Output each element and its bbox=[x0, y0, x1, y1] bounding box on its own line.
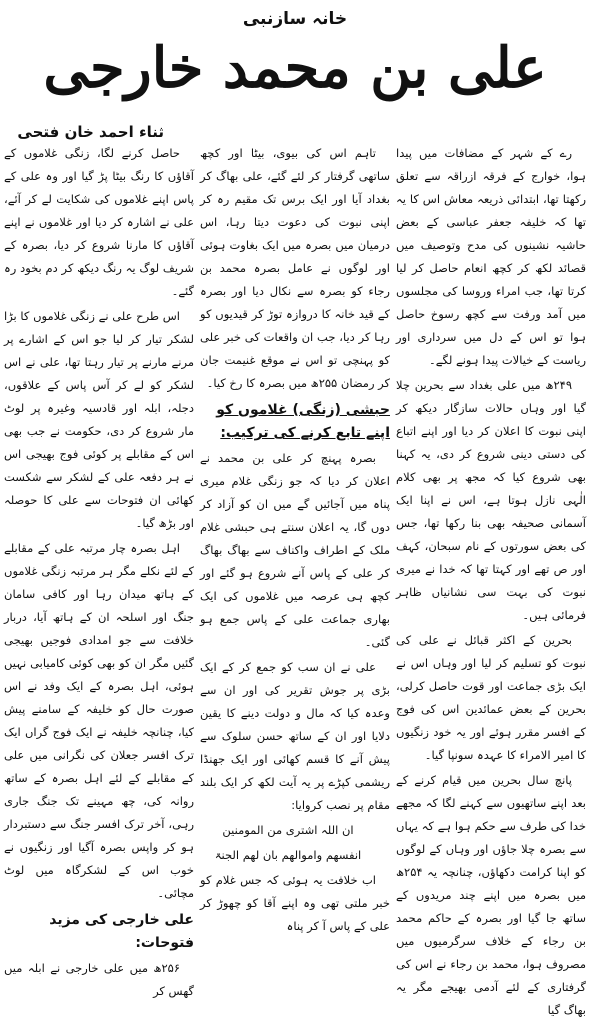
paragraph: رے کے شہر کے مضافات میں پیدا ہوا، خوارج کے فرقہ ازراقہ سے تعلق رکھتا تھا، ابتدائی ذریعہ معاش اس کا یہ تھا کہ خلیفہ جعفر عباسی کے بعض حاشیہ نشینوں کی مدح وتوصیف میں قصائد لکھ کر کچھ انعام حاصل کر لیا کرتا تھا، جب امراء وروسا کی مجلسوں میں آمد ورفت سے کچھ رسوخ حاصل ہوا تو اس کے دل میں سرداری اور ریاست کے خیالات پیدا ہونے لگے۔ bbox=[396, 146, 586, 367]
article-body bbox=[4, 142, 586, 1017]
paragraph: علی نے ان سب کو جمع کر کے ایک بڑی پر جوش تقریر کی اور ان سے وعدہ کیا کہ مال و دولت دینے کا یقین دلایا اور ان کے ساتھ حسن سلوک سے پیش آنے کا قسم کھائی اور ایک جھنڈا ریشمی کپڑے پر یہ آیت لکھ کر ایک بلند مقام پر نصب کروایا: bbox=[200, 660, 390, 812]
paragraph: اس طرح علی نے زنگی غلاموں کا بڑا لشکر تیار کر لیا جو اس کے اشارے پر مرنے مارنے پر تیار رہتا تھا، علی نے اس لشکر کو لے کر آس پاس کے علاقوں، دجلہ، ابلہ اور قادسیہ وغیرہ پر لوٹ مار شروع کر دی، حکومت نے جب بھی اس کے مقابلے پر کوئی فوج بھیجی اس نے ہر دفعہ علی کے لشکر سے شکست کھائی ان فتوحات سے علی کا حوصلہ اور بڑھ گیا۔ bbox=[4, 309, 194, 530]
paragraph: پانچ سال بحرین میں قیام کرنے کے بعد اپنے ساتھیوں سے کہنے لگا کہ مجھے خدا کی طرف سے حکم ہوا ہے کہ یہاں سے بصرہ چلا جاؤں اور وہاں کے لوگوں کو اپنا کرامت دکھاؤں، چنانچہ یہ ۲۵۴ھ میں بصرہ میں اپنے چند مریدوں کے ساتھ جا گیا اور بصرہ کے حاکم محمد بن رجاء کے خلاف سرگرمیوں میں مصروف ہوا، محمد بن رجاء نے اس کی گرفتاری کے لئے آدمی بھیجے مگر یہ بھاگ گیا bbox=[396, 773, 586, 1017]
column-2 bbox=[200, 142, 390, 933]
paragraph: اب خلافت یہ ہوئی کہ جس غلام کو خبر ملتی تھی وہ اپنے آقا کو چھوڑ کر علی کے پاس آ کر پناہ bbox=[200, 873, 390, 933]
headline: علی بن محمد خارجی bbox=[43, 35, 547, 101]
column-3 bbox=[4, 142, 194, 998]
column-1 bbox=[396, 142, 586, 1017]
subheading: حبشی (زنگی) غلاموں کو اپنے تابع کرنے کی ترکیب: bbox=[216, 402, 390, 441]
quran-verse: ان اللہ اشتری من المومنین bbox=[222, 823, 354, 837]
paragraph: اہل بصرہ چار مرتبہ علی کے مقابلے کے لئے نکلے مگر ہر مرتبہ زنگی غلاموں کے ہاتھ میدان رہا اور کافی سامان جنگ اور اسلحہ ان کے ہاتھ آیا، دربار خلافت سے جو امدادی فوجیں بھیجی گئیں مگر ان کو بھی کوئی کامیابی نہیں ہوئی، اہل بصرہ کے ایک وفد نے اس صورت حال کو خلیفہ کے سامنے پیش کیا، چنانچہ خلیفہ نے ایک فوج گراں ایک ترک افسر جعلان کی نگرانی میں علی کے مقابلے کے لئے اہل بصرہ کے ساتھ روانہ کی، چھ مہینے تک جنگ جاری رہی، آخر ترک افسر جنگ سے دستبردار ہو کر واپس بصرہ آگیا اور زنگیوں نے خوب اس کے لشکرگاہ میں لوٹ مچائی۔ bbox=[4, 541, 194, 900]
paragraph: حاصل کرنے لگا، زنگی غلاموں کے آقاؤں کا رنگ بیٹا پڑ گیا اور وہ علی کے پاس اپنے غلاموں کی شکایت لے کر آئے، علی نے اشارہ کر دیا اور غلاموں نے اپنے آقاؤں کا مارنا شروع کر دیا، بصرہ کے شریف لوگ یہ رنگ دیکھ کر دم بخود رہ گئے۔ bbox=[4, 146, 194, 298]
quran-verse: انفسھم واموالھم بان لھم الجنۃ bbox=[214, 848, 362, 862]
paragraph: بحرین کے اکثر قبائل نے علی کی نبوت کو تسلیم کر لیا اور وہاں اس نے ایک بڑی جماعت اور قوت حاصل کرلی، بحرین کے بعض عمائدین اس کی فوج کے افسر مقرر ہوئے اور یہ خود زنگیوں کا امیر الامراء کا عہدہ سونپا گیا۔ bbox=[396, 633, 586, 762]
kicker: خانہ سازنبی bbox=[242, 9, 348, 29]
subheading: علی خارجی کی مزید فتوحات: bbox=[49, 912, 194, 951]
paragraph: تاہم اس کی بیوی، بیٹا اور کچھ ساتھی گرفتار کر لئے گئے، علی بھاگ کر بغداد آیا اور ایک برس تک مقیم رہ کر اپنی نبوت کی دعوت دیتا رہا، اس درمیان میں بصرہ میں ایک بغاوت ہوئی اور لوگوں نے عامل بصرہ محمد بن رجاء کو بصرہ سے نکال دیا اور بصرہ کے قید خانہ کا دروازہ توڑ کر قیدیوں کو رہا کر دیا، جب ان واقعات کی خبر علی کو پہنچی تو اس نے موقع غنیمت جان کر رمضان ۲۵۵ھ میں بصرہ کا رخ کیا۔ bbox=[200, 146, 390, 390]
paragraph: ۲۴۹ھ میں علی بغداد سے بحرین چلا گیا اور وہاں حالات سازگار دیکھ کر اپنی نبوت کا اعلان کر دیا اور اپنے اتباع کی دستی دینی شروع کر دی، یہ کہنا بھی شروع کیا کہ مجھ پر بھی کلام الٰہی نازل ہوتا ہے، اس نے اپنا ایک آسمانی صحیفہ بھی بنا رکھا تھا، جس کی بعض سورتوں کے نام سبحان، کہف اور ص تھے اور کہتا تھا کہ خدا نے میری نبوت کی بہت سی نشانیاں ظاہر فرمائی ہیں۔ bbox=[396, 378, 586, 622]
byline: ثناء احمد خان فتحی bbox=[17, 123, 164, 141]
paragraph: بصرہ پہنچ کر علی بن محمد نے اعلان کر دیا کہ جو زنگی غلام میری پناہ میں آجائیں گے میں ان کو آزاد کر دوں گا، یہ اعلان سنتے ہی حبشی غلام ملک کے اطراف واکناف سے بھاگ بھاگ کر علی کے پاس آنے شروع ہو گئے اور کچھ ہی عرصہ میں غلاموں کی ایک بھاری جماعت علی کے پاس جمع ہو گئی۔ bbox=[200, 451, 390, 649]
paragraph: ۲۵۶ھ میں علی خارجی نے ابلہ میں گھس کر bbox=[4, 961, 194, 998]
